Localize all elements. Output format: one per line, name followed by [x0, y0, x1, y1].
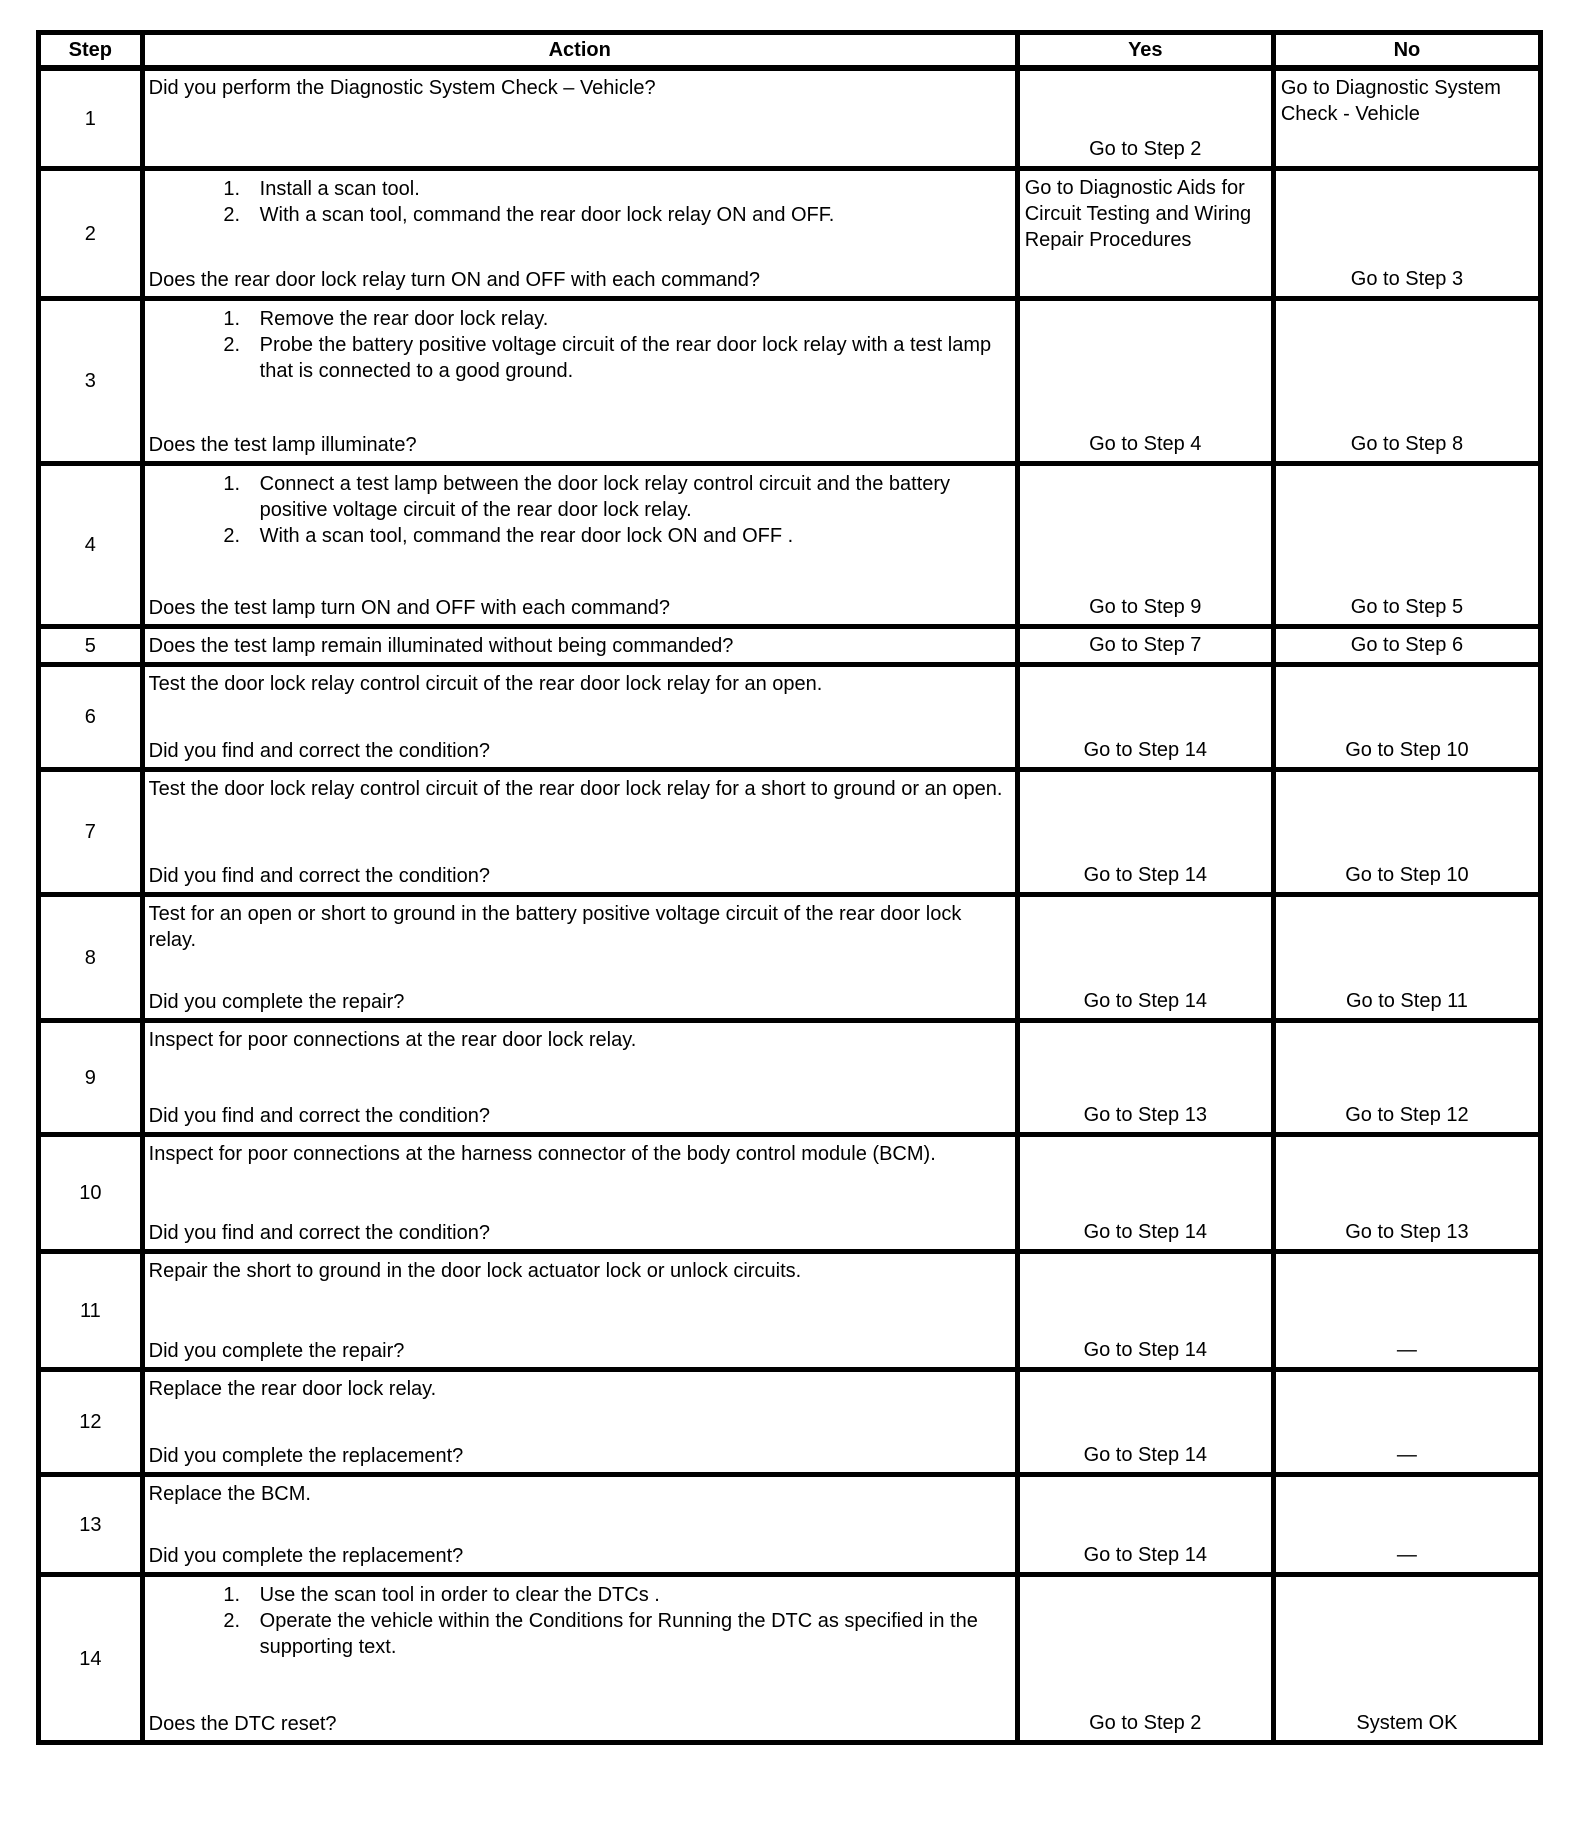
- step-cell: [41, 1372, 145, 1472]
- step-number: 11: [79, 1299, 101, 1322]
- step-number: 8: [84, 946, 96, 969]
- step-cell: [41, 301, 145, 461]
- no-cell: [1276, 629, 1538, 662]
- action-text: Replace the BCM.: [148, 1483, 311, 1505]
- no-value: Go to Step 3: [1350, 268, 1464, 290]
- action-question: Did you find and correct the condition?: [148, 865, 490, 887]
- no-value: Go to Step 8: [1350, 433, 1464, 455]
- action-question: Did you find and correct the condition?: [148, 1222, 490, 1244]
- table-row: [41, 301, 1538, 466]
- action-list: [149, 176, 1007, 228]
- yes-value: Go to Step 13: [1083, 1104, 1207, 1126]
- table-row: [41, 1372, 1538, 1477]
- action-text: Replace the rear door lock relay.: [148, 1378, 437, 1400]
- yes-cell: [1020, 466, 1276, 624]
- no-value: —: [1396, 1339, 1417, 1361]
- table-row: [41, 772, 1538, 897]
- action-cell: [145, 629, 1020, 662]
- no-cell: [1276, 171, 1538, 296]
- column-header-step: Step: [41, 35, 145, 65]
- column-header-no: No: [1393, 39, 1421, 61]
- action-cell: [145, 1477, 1020, 1572]
- action-cell: [145, 1023, 1020, 1132]
- yes-cell: [1020, 301, 1276, 461]
- no-value: Go to Step 6: [1350, 634, 1464, 656]
- action-text: Test for an open or short to ground in the battery positive voltage circuit of the rear door lock relay.: [148, 903, 962, 951]
- step-cell: [41, 897, 145, 1018]
- step-cell: [41, 1137, 145, 1249]
- no-cell: [1276, 1372, 1538, 1472]
- action-list-item: 1. Install a scan tool.: [246, 176, 1007, 202]
- yes-value: Go to Step 14: [1083, 1339, 1207, 1361]
- action-content: [149, 1580, 1007, 1660]
- yes-value: Go to Step 14: [1083, 864, 1207, 886]
- table-row: [41, 1137, 1538, 1254]
- yes-cell: [1020, 1137, 1276, 1249]
- action-list-item: 2. Probe the battery positive voltage circuit of the rear door lock relay with a test lamp that is connected to a good ground.: [246, 332, 1007, 384]
- step-cell: [41, 1477, 145, 1572]
- action-question: Did you complete the repair?: [148, 1340, 405, 1362]
- column-header-yes: Yes: [1020, 35, 1276, 65]
- action-cell: [145, 301, 1020, 461]
- yes-cell: [1020, 772, 1276, 892]
- action-content: [149, 74, 1007, 101]
- action-list: [149, 471, 1007, 549]
- step-number: 7: [84, 821, 96, 843]
- step-cell: [41, 1254, 145, 1367]
- action-list-item: 2. Operate the vehicle within the Conditions for Running the DTC as specified in the supporting text.: [246, 1608, 1007, 1660]
- action-question: Did you complete the replacement?: [148, 1445, 464, 1467]
- action-list-item: 1. Remove the rear door lock relay.: [246, 306, 1007, 332]
- table-row: [41, 1477, 1538, 1577]
- action-cell: [145, 667, 1020, 767]
- table-row: [41, 897, 1538, 1023]
- step-number: 6: [84, 706, 96, 728]
- no-value: —: [1396, 1444, 1417, 1466]
- table-row: [41, 171, 1538, 301]
- action-text: Repair the short to ground in the door lock actuator lock or unlock circuits.: [148, 1260, 802, 1282]
- table-row: [41, 1023, 1538, 1137]
- yes-cell: [1020, 71, 1276, 166]
- action-cell: [145, 1577, 1020, 1740]
- action-question: Did you complete the repair?: [148, 991, 405, 1013]
- table-row: [41, 667, 1538, 772]
- action-text: Does the test lamp remain illuminated without being commanded?: [148, 635, 734, 657]
- no-cell: [1276, 897, 1538, 1018]
- action-cell: [145, 171, 1020, 296]
- step-cell: [41, 629, 145, 662]
- action-cell: [145, 772, 1020, 892]
- step-number: 1: [84, 107, 96, 130]
- yes-cell: [1020, 897, 1276, 1018]
- no-value: System OK: [1356, 1712, 1458, 1734]
- action-question: Did you find and correct the condition?: [148, 1105, 490, 1127]
- action-content: [149, 1257, 1007, 1284]
- no-cell: [1276, 667, 1538, 767]
- step-cell: [41, 1577, 145, 1740]
- action-question: Did you complete the replacement?: [148, 1545, 464, 1567]
- action-question: Does the test lamp illuminate?: [148, 434, 417, 456]
- action-text: Inspect for poor connections at the rear door lock relay.: [148, 1029, 637, 1051]
- action-list-item: 1. Use the scan tool in order to clear the DTCs .: [246, 1582, 1007, 1608]
- action-question: Did you find and correct the condition?: [148, 740, 490, 762]
- yes-value: Go to Step 14: [1083, 739, 1207, 761]
- action-content: [149, 304, 1007, 384]
- action-content: [149, 1140, 1007, 1167]
- action-text: Inspect for poor connections at the harness connector of the body control module (BCM).: [148, 1143, 936, 1165]
- no-cell: [1276, 1577, 1538, 1740]
- no-cell: [1276, 466, 1538, 624]
- action-list-item: 2. With a scan tool, command the rear door lock ON and OFF .: [246, 523, 1007, 549]
- yes-value: Go to Step 14: [1083, 1444, 1207, 1466]
- action-content: [149, 174, 1007, 228]
- action-content: [149, 632, 1007, 659]
- table-row: [41, 629, 1538, 667]
- step-number: 3: [84, 370, 96, 392]
- action-cell: [145, 1137, 1020, 1249]
- step-number: 4: [84, 534, 96, 556]
- action-cell: [145, 466, 1020, 624]
- no-cell: [1276, 301, 1538, 461]
- step-number: 5: [84, 634, 96, 657]
- table-row: [41, 1577, 1538, 1740]
- no-cell: [1276, 71, 1538, 166]
- no-value: Go to Step 11: [1345, 990, 1468, 1012]
- step-cell: [41, 171, 145, 296]
- action-question: Does the DTC reset?: [148, 1713, 337, 1735]
- no-value: Go to Step 5: [1350, 596, 1464, 618]
- action-cell: [145, 71, 1020, 166]
- step-number: 9: [84, 1066, 96, 1089]
- action-text: Test the door lock relay control circuit of the rear door lock relay for a short to ground or an open.: [148, 778, 1003, 800]
- yes-value: Go to Step 7: [1089, 634, 1202, 656]
- action-content: [149, 1375, 1007, 1402]
- no-cell: [1276, 1023, 1538, 1132]
- no-value: Go to Diagnostic System Check - Vehicle: [1280, 77, 1501, 125]
- step-number: 2: [84, 222, 96, 245]
- yes-cell: [1020, 1023, 1276, 1132]
- no-cell: [1276, 1137, 1538, 1249]
- action-content: [149, 1480, 1007, 1507]
- yes-value: Go to Step 14: [1083, 990, 1207, 1012]
- step-number: 12: [79, 1411, 102, 1433]
- action-content: [149, 670, 1007, 697]
- no-value: Go to Step 13: [1345, 1221, 1469, 1243]
- diagnostic-steps-table: [36, 30, 1543, 1745]
- action-text: Did you perform the Diagnostic System Check – Vehicle?: [148, 77, 656, 99]
- no-value: Go to Step 10: [1345, 864, 1469, 886]
- action-list-item: 1. Connect a test lamp between the door lock relay control circuit and the battery positive voltage circuit of the rear door lock relay.: [246, 471, 1007, 523]
- step-number: 13: [79, 1513, 102, 1536]
- step-number: 10: [79, 1182, 102, 1204]
- action-list-item: 2. With a scan tool, command the rear door lock relay ON and OFF.: [246, 202, 1007, 228]
- step-cell: [41, 71, 145, 166]
- yes-value: Go to Diagnostic Aids for Circuit Testing and Wiring Repair Procedures: [1024, 177, 1252, 251]
- action-content: [149, 775, 1007, 802]
- yes-value: Go to Step 14: [1083, 1544, 1207, 1566]
- yes-cell: [1020, 629, 1276, 662]
- yes-value: Go to Step 2: [1089, 1712, 1202, 1734]
- yes-value: Go to Step 4: [1089, 433, 1202, 455]
- yes-value: Go to Step 2: [1089, 138, 1202, 160]
- no-cell: [1276, 1254, 1538, 1367]
- no-cell: [1276, 772, 1538, 892]
- table-row: [41, 466, 1538, 629]
- step-cell: [41, 772, 145, 892]
- yes-value: Go to Step 9: [1089, 596, 1202, 618]
- action-content: [149, 900, 1007, 953]
- yes-cell: [1020, 171, 1276, 296]
- yes-cell: [1020, 1254, 1276, 1367]
- yes-cell: [1020, 1577, 1276, 1740]
- table-row: [41, 71, 1538, 171]
- no-value: Go to Step 12: [1345, 1104, 1469, 1126]
- action-list: [149, 306, 1007, 384]
- action-text: Test the door lock relay control circuit of the rear door lock relay for an open.: [148, 673, 823, 695]
- action-cell: [145, 897, 1020, 1018]
- yes-cell: [1020, 667, 1276, 767]
- action-list: [149, 1582, 1007, 1660]
- action-cell: [145, 1254, 1020, 1367]
- action-cell: [145, 1372, 1020, 1472]
- step-number: 14: [79, 1647, 102, 1670]
- table-row: [41, 1254, 1538, 1372]
- yes-cell: [1020, 1372, 1276, 1472]
- no-value: —: [1396, 1544, 1417, 1566]
- column-header-action: Action: [145, 35, 1020, 65]
- action-question: Does the test lamp turn ON and OFF with each command?: [148, 597, 670, 619]
- table-header-row: [41, 35, 1538, 71]
- yes-cell: [1020, 1477, 1276, 1572]
- action-question: Does the rear door lock relay turn ON and OFF with each command?: [148, 269, 761, 291]
- no-cell: [1276, 1477, 1538, 1572]
- step-cell: [41, 466, 145, 624]
- action-content: [149, 469, 1007, 549]
- step-cell: [41, 1023, 145, 1132]
- action-content: [149, 1026, 1007, 1053]
- no-value: Go to Step 10: [1345, 739, 1469, 761]
- step-cell: [41, 667, 145, 767]
- yes-value: Go to Step 14: [1083, 1221, 1207, 1243]
